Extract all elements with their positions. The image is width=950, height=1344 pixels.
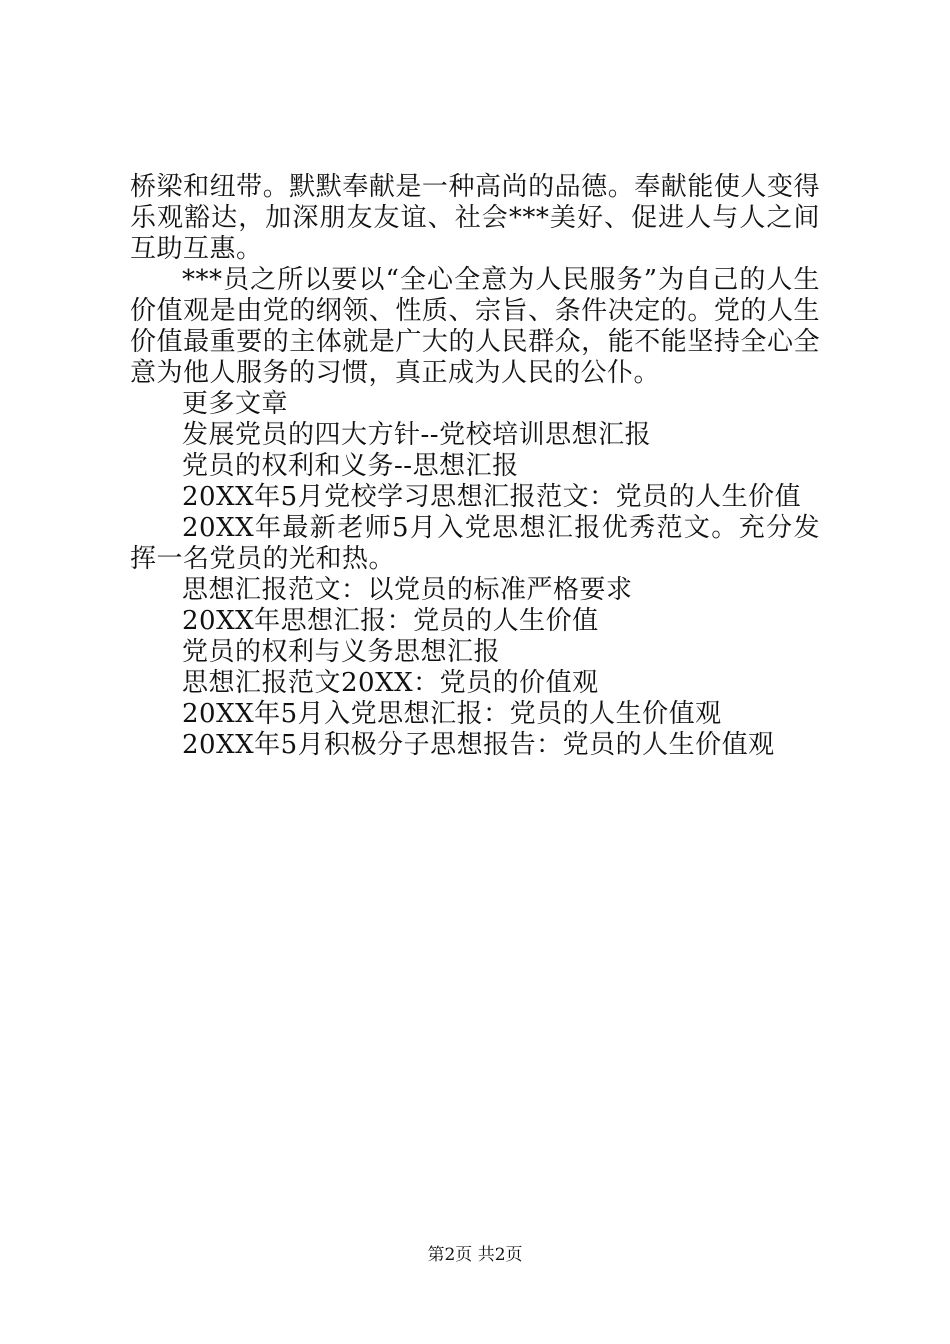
article-link-8[interactable]: 思想汇报范文20XX：党员的价值观 — [182, 668, 599, 698]
paragraph-party-values: ***员之所以要以“全心全意为人民服务”为自己的人生价值观是由党的纲领、性质、宗旨、条件决定的。党的人生价值最重要的主体就是广大的人民群众，能不能坚持全心全意为他人服务的习惯，真正成为人民的公仆。 — [130, 265, 820, 388]
paragraph-continuation: 桥梁和纽带。默默奉献是一种高尚的品德。奉献能使人变得乐观豁达，加深朋友友谊、社会***美好、促进人与人之间互助互惠。 — [130, 172, 820, 264]
article-link-5[interactable]: 思想汇报范文：以党员的标准严格要求 — [182, 575, 633, 605]
article-link-6[interactable]: 20XX年思想汇报：党员的人生价值 — [182, 606, 599, 636]
article-link-7[interactable]: 党员的权利与义务思想汇报 — [182, 637, 501, 667]
article-link-4[interactable]: 20XX年最新老师5月入党思想汇报优秀范文。充分发挥一名党员的光和热。 — [130, 513, 820, 574]
article-link-9[interactable]: 20XX年5月入党思想汇报：党员的人生价值观 — [182, 699, 722, 729]
page-number-footer: 第2页 共2页 — [427, 1245, 523, 1265]
article-link-3[interactable]: 20XX年5月党校学习思想汇报范文：党员的人生价值 — [182, 482, 802, 512]
article-link-10[interactable]: 20XX年5月积极分子思想报告：党员的人生价值观 — [182, 730, 775, 760]
article-link-1[interactable]: 发展党员的四大方针--党校培训思想汇报 — [182, 420, 652, 450]
article-link-2[interactable]: 党员的权利和义务--思想汇报 — [182, 451, 519, 481]
more-articles-heading: 更多文章 — [182, 389, 289, 419]
document-body — [130, 172, 820, 761]
